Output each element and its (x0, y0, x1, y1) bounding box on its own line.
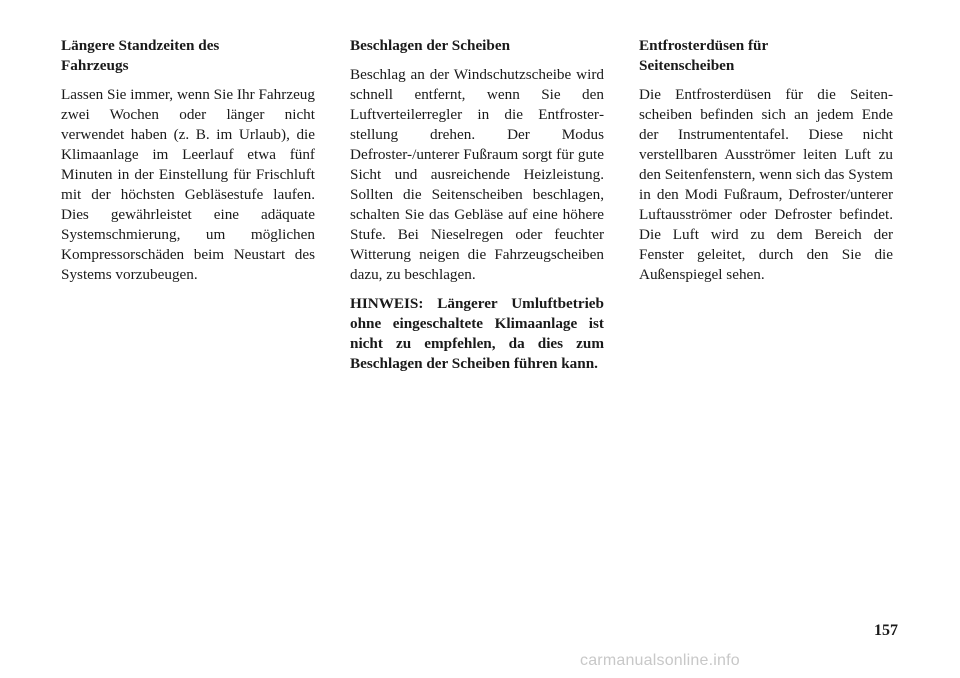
section-heading-long-standstill: Längere Standzeiten des Fahrzeugs (61, 37, 220, 74)
column-3 (639, 36, 893, 294)
watermark-text: carmanualsonline.info (580, 652, 740, 669)
section-heading-window-fogging: Beschlagen der Scheiben (350, 37, 511, 54)
column-2 (350, 36, 604, 383)
column-1 (61, 36, 315, 294)
section-heading-side-defroster-vents: Entfrosterdüsen für Seitenscheiben (639, 37, 768, 74)
section-paragraph: Die Entfrosterdüsen für die Seitenscheiben befinden sich an jedem Ende der Instrumententafel. Diese nicht verstellbaren Ausströmer leiten Luft zu den Seitenfenstern, wenn sich das System in den Modi Fußraum, Defroster/unterer Luftausströmer oder Defroster befindet. Die Luft wird zu dem Bereich der Fenster geleitet, durch den Sie die Außenspiegel sehen. (639, 86, 893, 283)
section-paragraph: Beschlag an der Windschutzscheibe wird schnell entfernt, wenn Sie den Luftverteilerregler in die Entfrosterstellung drehen. Der Modus Defroster-/unterer Fußraum sorgt für gute Sicht und ausreichende Heizleistung. Sollten die Seitenscheiben beschlagen, schalten Sie das Gebläse auf eine höhere Stufe. Bei Nieselregen oder feuchter Witterung neigen die Fahrzeugscheiben dazu, zu beschlagen. (350, 66, 604, 283)
note-paragraph: HINWEIS: Längerer Umluftbetrieb ohne eingeschaltete Klimaanlage ist nicht zu empfehlen, da dies zum Beschlagen der Scheiben führen kann. (350, 295, 604, 372)
section-paragraph: Lassen Sie immer, wenn Sie Ihr Fahrzeug zwei Wochen oder länger nicht verwendet haben (z. B. im Urlaub), die Klimaanlage im Leerlauf etwa fünf Minuten in der Einstellung für Frischluft mit der höchsten Gebläsestufe laufen. Dies gewährleistet eine adäquate Systemschmierung, um möglichen Kompressorschäden beim Neustart des Systems vorzubeugen. (61, 86, 315, 283)
page-number: 157 (874, 622, 898, 639)
